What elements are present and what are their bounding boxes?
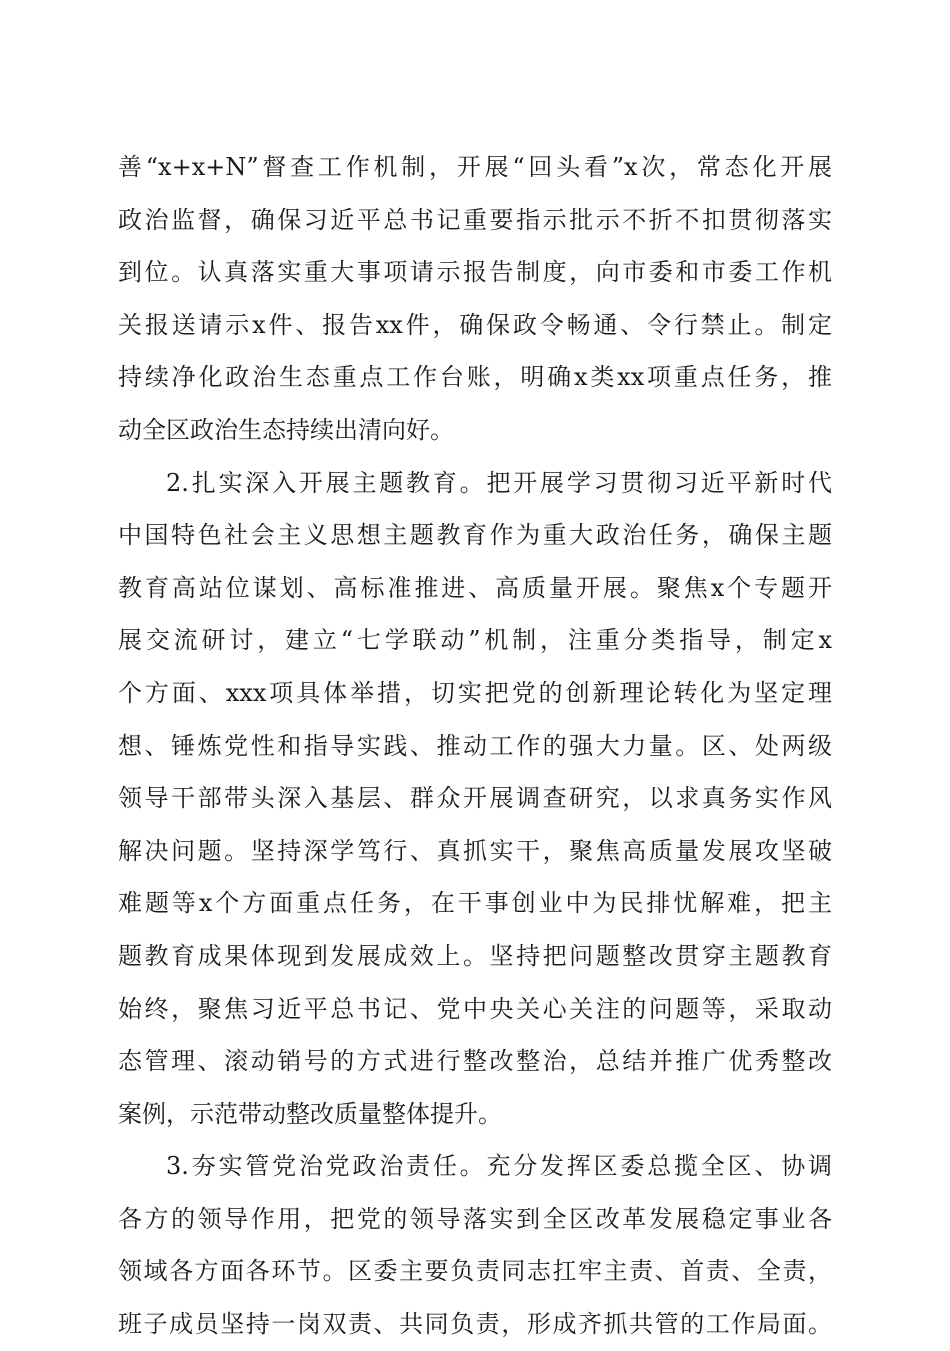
text-line: 态管理、滚动销号的方式进行整改整治，总结并推广优秀整改 [118,1047,832,1076]
text-line: 中国特色社会主义思想主题教育作为重大政治任务，确保主题 [118,521,832,550]
paragraph-heading-2: 2.扎实深入开展主题教育。把开展学习贯彻习近平新时代 [166,468,832,497]
text-line: 案例，示范带动整改质量整体提升。 [118,1099,502,1128]
text-line: 题教育成果体现到发展成效上。坚持把问题整改贯穿主题教育 [118,941,832,970]
text-line: 班子成员坚持一岗双责、共同负责，形成齐抓共管的工作局面。 [118,1310,832,1339]
text-line: 持续净化政治生态重点工作台账，明确x类xx项重点任务，推 [118,363,832,392]
text-line: 展交流研讨，建立“七学联动”机制，注重分类指导，制定x [118,626,832,655]
text-line: 想、锤炼党性和指导实践、推动工作的强大力量。区、处两级 [118,731,832,760]
text-line: 政治监督，确保习近平总书记重要指示批示不折不扣贯彻落实 [118,205,832,234]
text-line: 教育高站位谋划、高标准推进、高质量开展。聚焦x个专题开 [118,573,832,602]
text-line: 领导干部带头深入基层、群众开展调查研究，以求真务实作风 [118,784,832,813]
text-line: 到位。认真落实重大事项请示报告制度，向市委和市委工作机 [118,258,832,287]
body-text [118,141,832,1351]
text-line: 各方的领导作用，把党的领导落实到全区改革发展稳定事业各 [118,1204,832,1233]
paragraph-heading-3: 3.夯实管党治党政治责任。充分发挥区委总揽全区、协调 [166,1152,832,1181]
text-line: 善“x+x+N”督查工作机制，开展“回头看”x次，常态化开展 [118,153,832,181]
text-line: 难题等x个方面重点任务，在干事创业中为民排忧解难，把主 [118,889,832,918]
text-line: 动全区政治生态持续出清向好。 [118,415,454,444]
text-line: 解决问题。坚持深学笃行、真抓实干，聚焦高质量发展攻坚破 [118,836,832,865]
text-line: 个方面、xxx项具体举措，切实把党的创新理论转化为坚定理 [118,678,832,707]
text-line: 关报送请示x件、报告xx件，确保政令畅通、令行禁止。制定 [118,310,832,339]
text-line: 始终，聚焦习近平总书记、党中央关心关注的问题等，采取动 [118,994,832,1023]
text-line: 领域各方面各环节。区委主要负责同志扛牢主责、首责、全责， [118,1257,832,1286]
